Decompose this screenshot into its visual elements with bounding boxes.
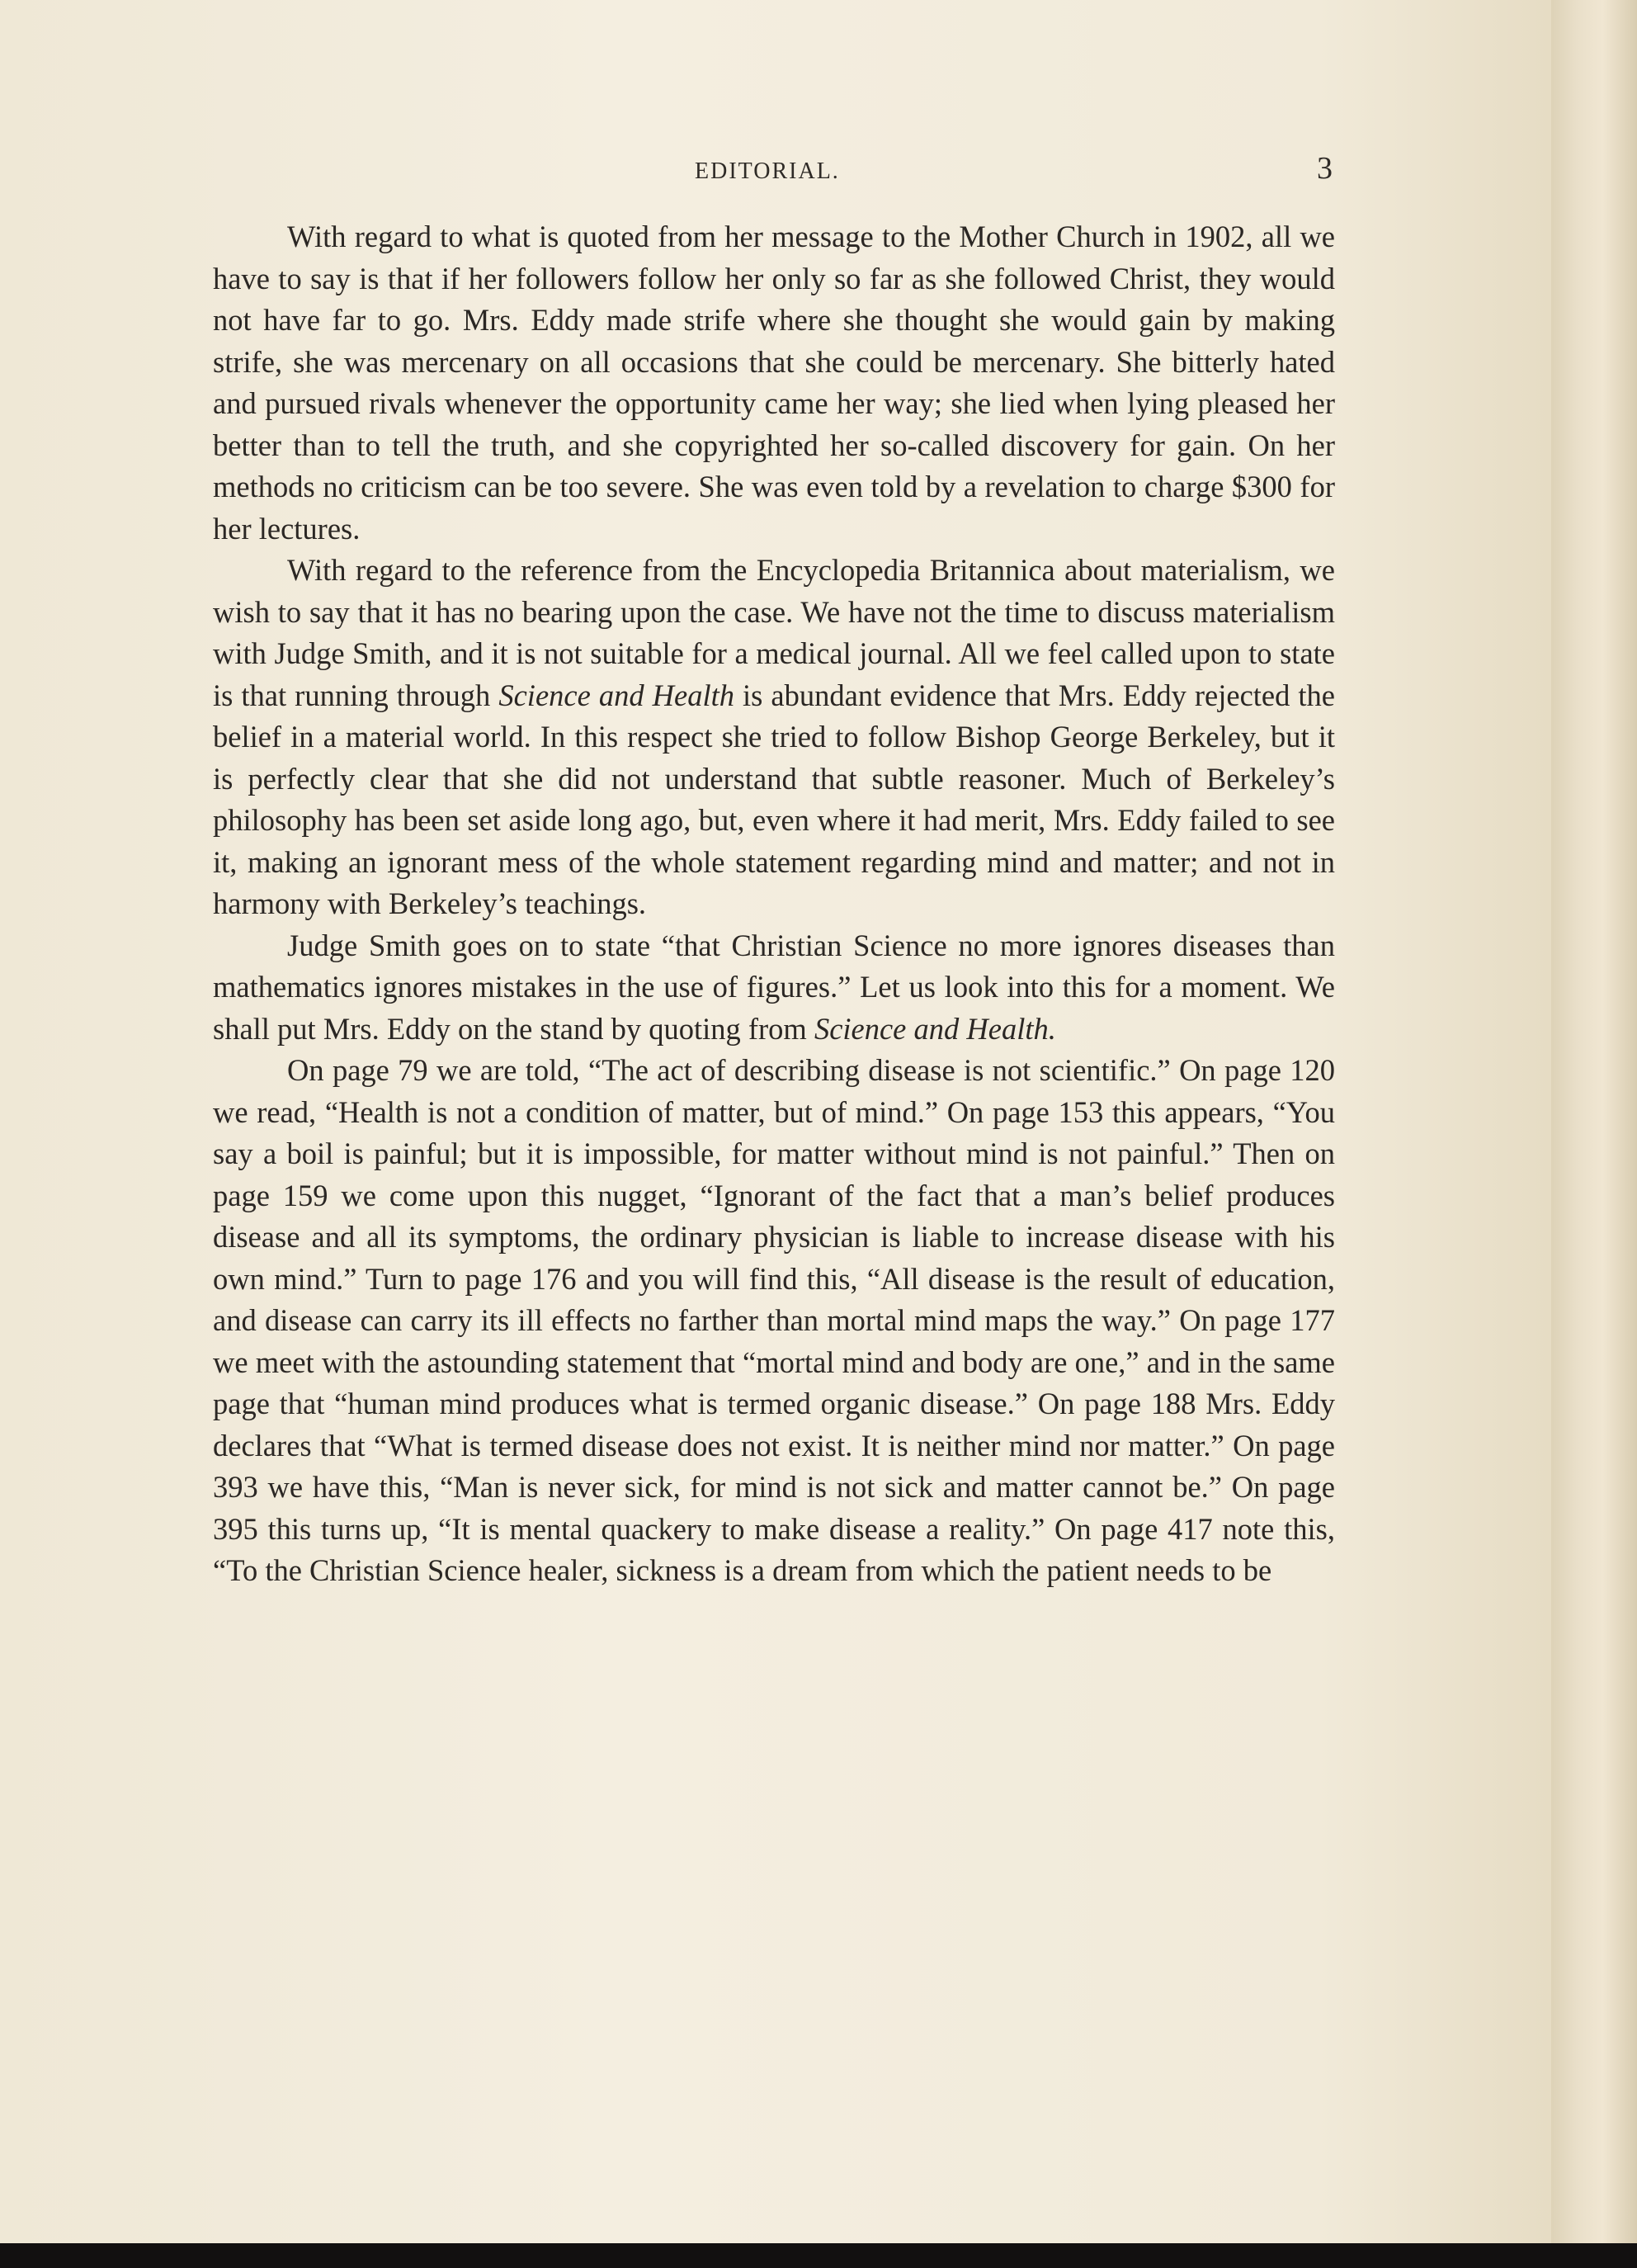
paragraph-text: With regard to what is quoted from her message to the Mother Church in 1902, all we have to say is that if her followers follow her only so far as she followed Christ, they would not have far to go. Mrs. Eddy made strife where she thought she would gain by making strife, she was mercenary on all occasions that she could be mercenary. She bitterly hated and pursued rivals whenever the opportunity came her way; she lied when lying pleased her better than to tell the truth, and she copyrighted her so-called discovery for gain. On her methods no criticism can be too severe. She was even told by a revelation to charge $300 for her lectures.	[213, 220, 1335, 546]
paragraph-text: Judge Smith goes on to state “that Christian Science no more ignores diseases than mathematics ignores mistakes in the use of figures.” Let us look into this for a moment. We shall put Mrs. Eddy on the stand by quoting from	[213, 928, 1335, 1046]
book-title: Science and Health	[498, 678, 734, 712]
page-stack-edge	[1551, 0, 1637, 2268]
article-body	[213, 216, 1335, 1592]
page-number: 3	[1317, 151, 1333, 186]
paragraph-text: On page 79 we are told, “The act of describing disease is not scientific.” On page 120 we read, “Health is not a condition of matter, but of mind.” On page 153 this appears, “You say a boil is painful; but it is impossible, for matter without mind is not painful.” Then on page 159 we come upon this nugget, “Ignorant of the fact that a man’s belief produces disease and all its symptoms, the ordinary physician is liable to increase disease with his own mind.” Turn to page 176 and you will find this, “All disease is the result of education, and disease can carry its ill effects no farther than mortal mind maps the way.” On page 177 we meet with the astounding statement that “mortal mind and body are one,” and in the same page that “human mind produces what is termed organic disease.” On page 188 Mrs. Eddy declares that “What is termed disease does not exist. It is neither mind nor matter.” On page 393 we have this, “Man is never sick, for mind is not sick and matter cannot be.” On page 395 this turns up, “It is mental quackery to make disease a reality.” On page 417 note this, “To the Christian Science healer, sickness is a dream from which the patient needs to be	[213, 1053, 1335, 1587]
paragraph	[213, 216, 1335, 550]
paragraph-text: With regard to the reference from the Encyclopedia Britannica about materialism, we wish to say that it has no bearing upon the case. We have not the time to discuss materialism with Judge Smith, and it is not suitable for a medical journal. All we feel called upon to state is that running through	[213, 553, 1335, 712]
book-title: Science and Health.	[814, 1011, 1056, 1046]
paragraph-text: is abundant evidence that Mrs. Eddy rejected the belief in a material world. In this respect she tried to follow Bishop George Berkeley, but it is perfectly clear that she did not understand that subtle reasoner. Much of Berkeley’s philosophy has been set aside long ago, but, even where it had merit, Mrs. Eddy failed to see it, making an ignorant mess of the whole statement regarding mind and matter; and not in harmony with Berkeley’s teachings.	[213, 678, 1335, 920]
scan-border	[0, 2243, 1637, 2268]
page-header	[0, 150, 1637, 200]
paragraph	[213, 550, 1335, 925]
paragraph	[213, 1050, 1335, 1592]
paragraph	[213, 925, 1335, 1051]
running-title: EDITORIAL.	[695, 158, 840, 184]
